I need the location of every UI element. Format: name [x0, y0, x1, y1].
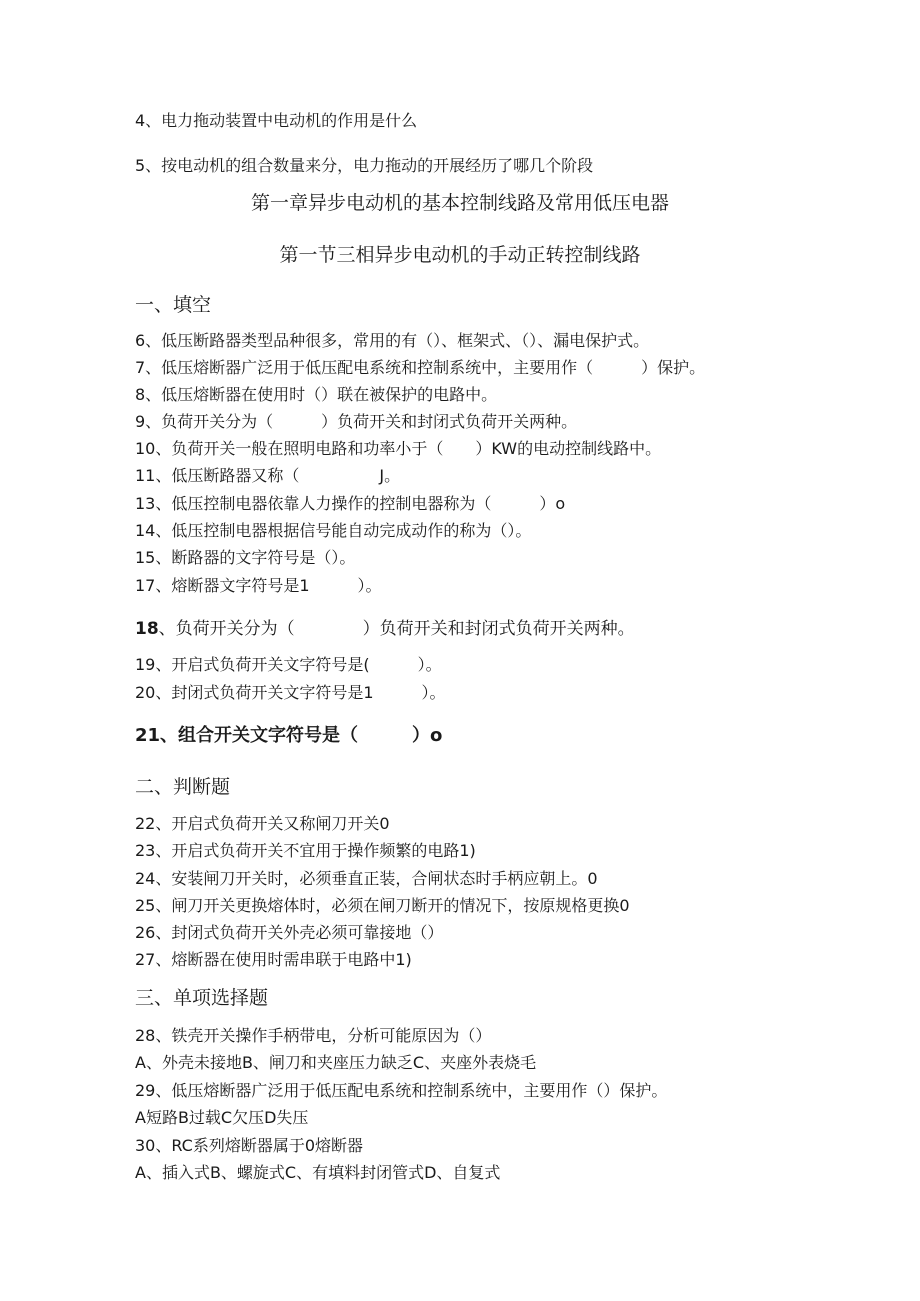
question-11: 11、低压断路器又称（ J。	[135, 466, 401, 485]
heading-true-false: 二、判断题	[135, 776, 231, 798]
question-25: 25、闸刀开关更换熔体时，必须在闸刀断开的情况下，按原规格更换0	[135, 896, 630, 915]
question-20: 20、封闭式负荷开关文字符号是1 ）。	[135, 683, 446, 702]
question-30-options: A、插入式B、螺旋式C、有填料封闭管式D、自复式	[135, 1163, 501, 1182]
question-13: 13、低压控制电器依靠人力操作的控制电器称为（ ）o	[135, 494, 566, 513]
question-30: 30、RC系列熔断器属于0熔断器	[135, 1136, 364, 1155]
section-title: 第一节三相异步电动机的手动正转控制线路	[279, 244, 641, 266]
chapter-title: 第一章异步电动机的基本控制线路及常用低压电器	[250, 192, 669, 214]
question-18-number: 18	[135, 619, 159, 639]
question-23: 23、开启式负荷开关不宜用于操作频繁的电路1)	[135, 841, 476, 860]
question-18	[135, 619, 635, 639]
question-29-options: A短路B过载C欠压D失压	[135, 1108, 309, 1127]
question-28-options: A、外壳未接地B、闸刀和夹座压力缺乏C、夹座外表烧毛	[135, 1053, 537, 1072]
question-10: 10、负荷开关一般在照明电路和功率小于（ ）KW的电动控制线路中。	[135, 439, 662, 458]
question-29: 29、低压熔断器广泛用于低压配电系统和控制系统中，主要用作（）保护。	[135, 1081, 668, 1100]
question-5: 5、按电动机的组合数量来分，电力拖动的开展经历了哪几个阶段	[135, 156, 594, 175]
heading-fill-blank: 一、填空	[135, 294, 212, 316]
question-22: 22、开启式负荷开关又称闸刀开关0	[135, 814, 390, 833]
question-26: 26、封闭式负荷开关外壳必须可靠接地（）	[135, 923, 444, 942]
question-9: 9、负荷开关分为（ ）负荷开关和封闭式负荷开关两种。	[135, 412, 578, 431]
question-19: 19、开启式负荷开关文字符号是( ）。	[135, 655, 442, 674]
question-28: 28、铁壳开关操作手柄带电，分析可能原因为（）	[135, 1026, 492, 1045]
question-15: 15、断路器的文字符号是（）。	[135, 548, 356, 567]
question-17: 17、熔断器文字符号是1 ）。	[135, 576, 382, 595]
question-27: 27、熔断器在使用时需串联于电路中1)	[135, 950, 412, 969]
question-7: 7、低压熔断器广泛用于低压配电系统和控制系统中，主要用作（ ）保护。	[135, 358, 706, 377]
question-8: 8、低压熔断器在使用时（）联在被保护的电路中。	[135, 385, 498, 404]
question-14: 14、低压控制电器根据信号能自动完成动作的称为（）。	[135, 521, 532, 540]
question-4: 4、电力拖动装置中电动机的作用是什么	[135, 111, 418, 130]
question-24: 24、安装闸刀开关时，必须垂直正装，合闸状态时手柄应朝上。0	[135, 869, 598, 888]
question-21: 21、组合开关文字符号是（ ）o	[135, 725, 443, 746]
question-6: 6、低压断路器类型品种很多，常用的有（）、框架式、（）、漏电保护式。	[135, 331, 650, 350]
question-18-text: 、负荷开关分为（ ）负荷开关和封闭式负荷开关两种。	[158, 619, 635, 639]
heading-single-choice: 三、单项选择题	[135, 987, 269, 1009]
